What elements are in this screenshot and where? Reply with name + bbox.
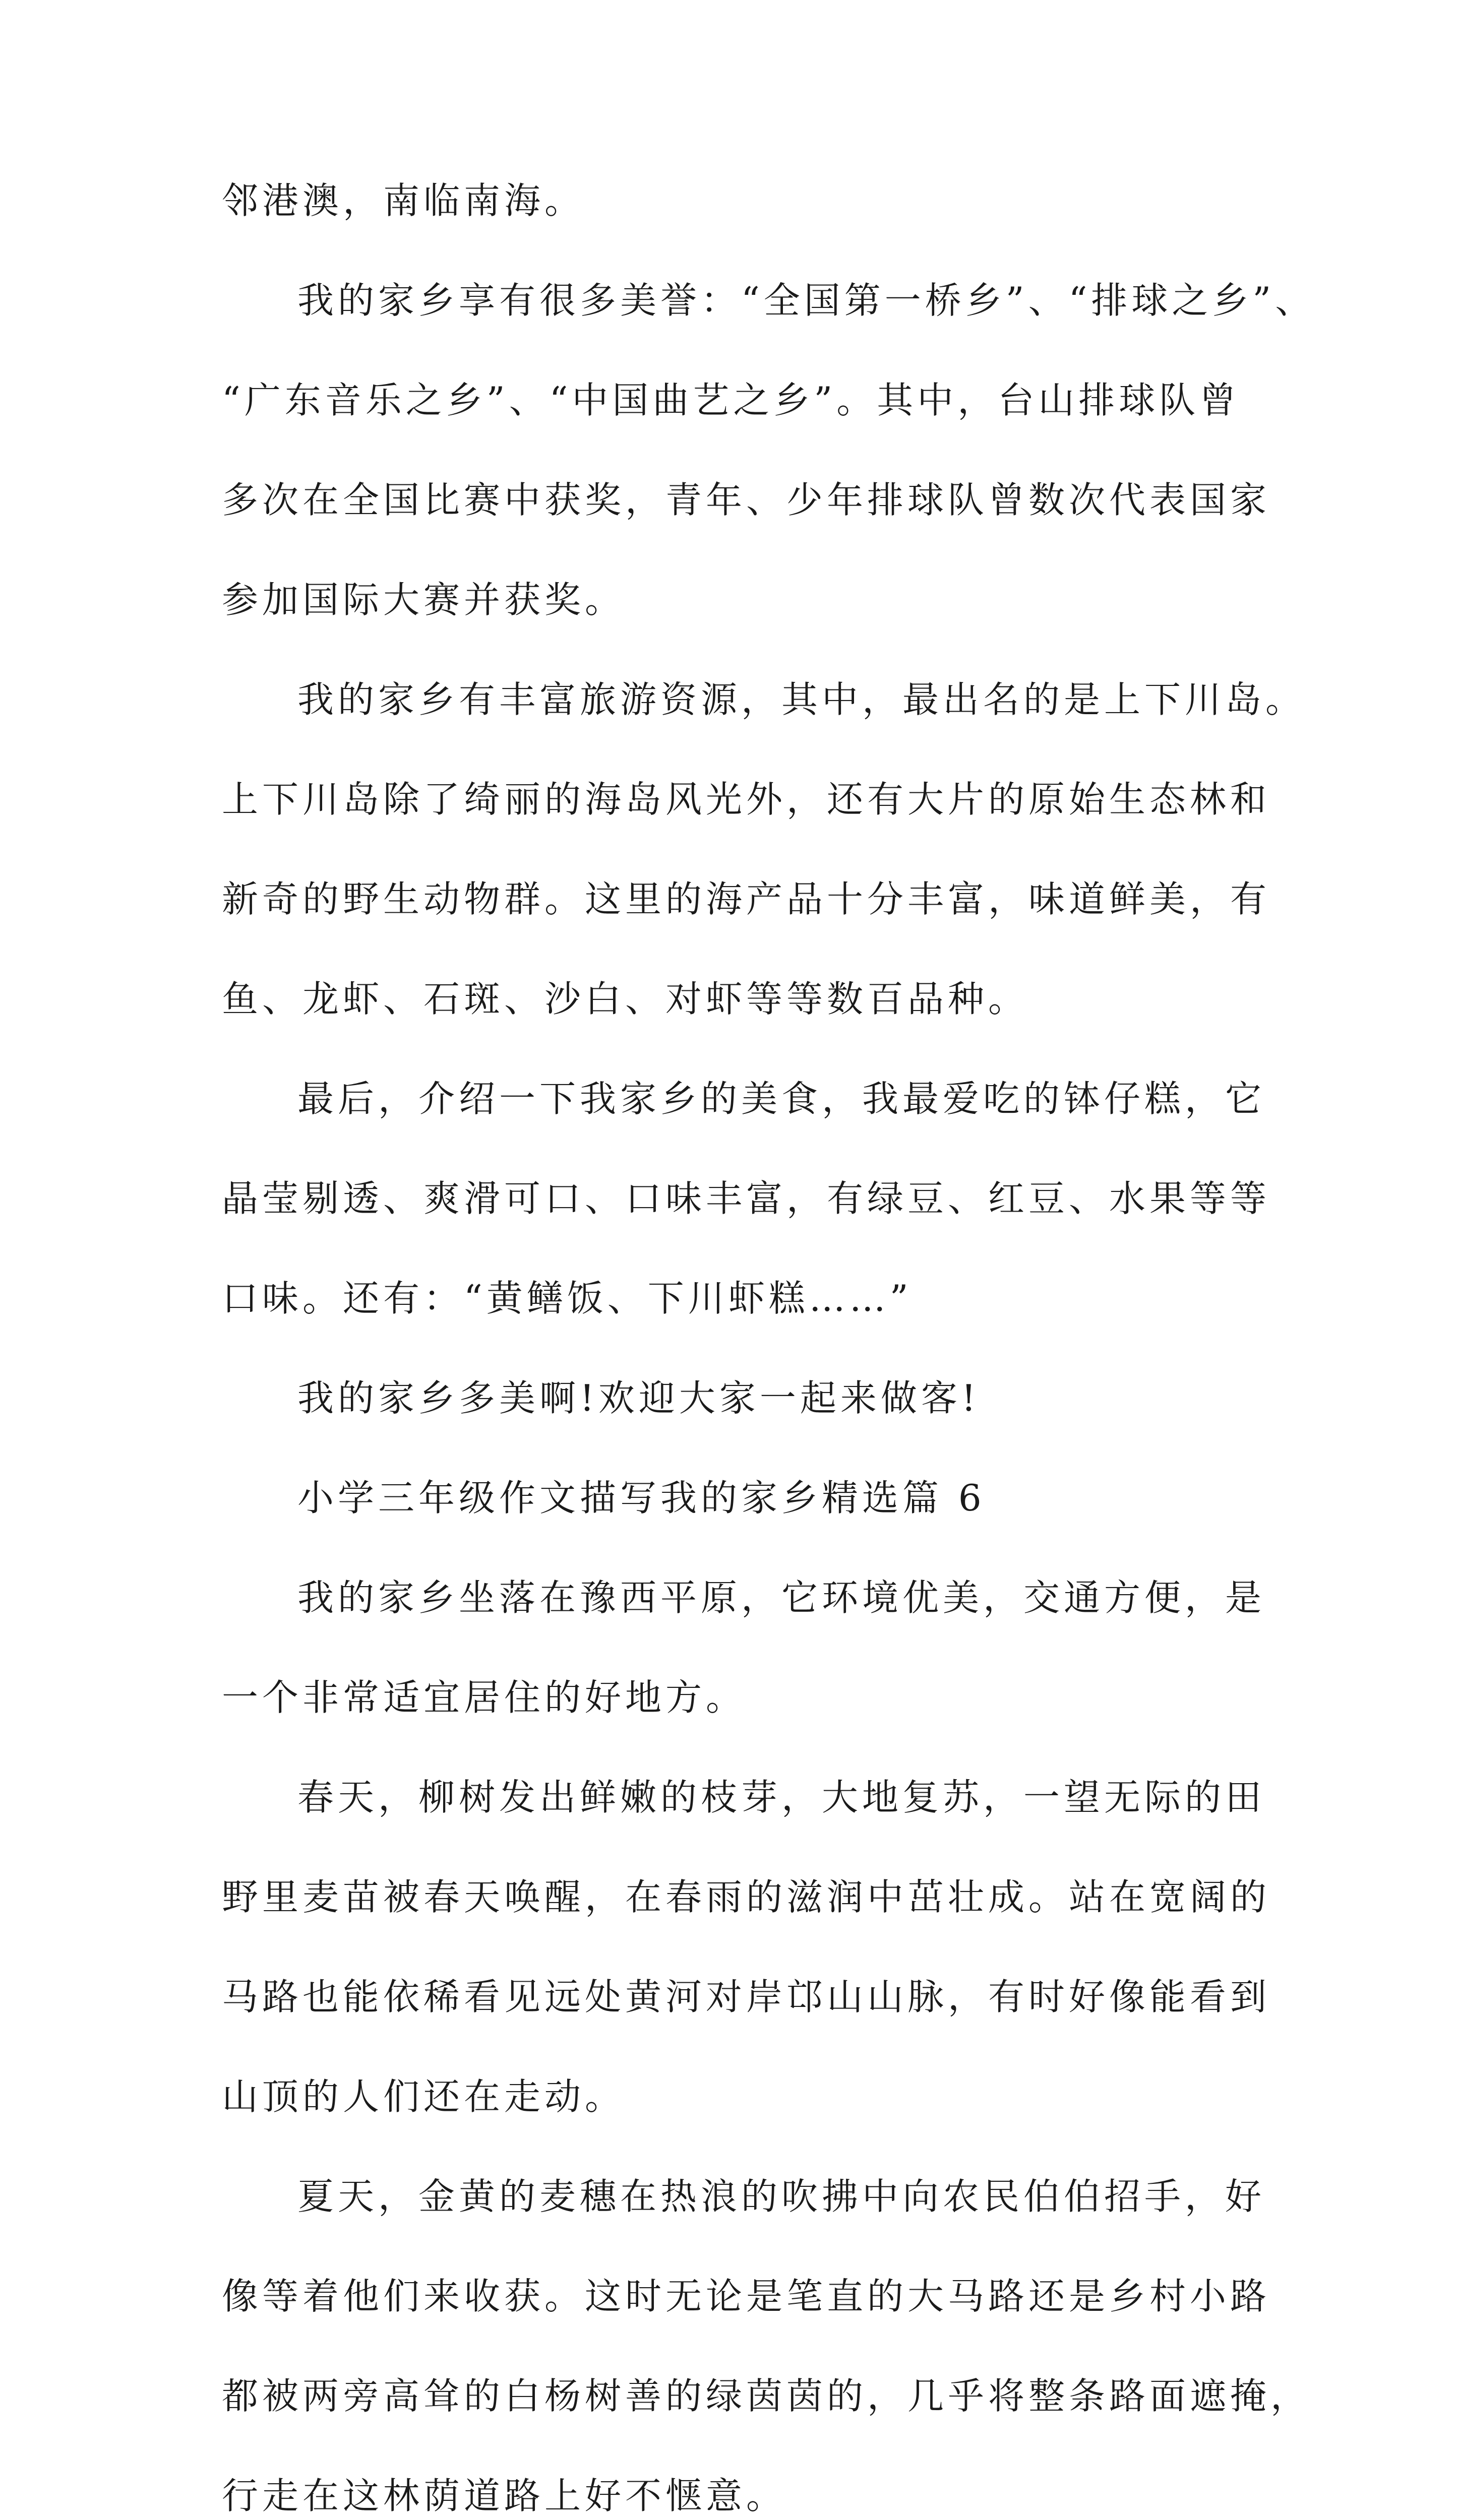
document-body	[222, 179, 1316, 2520]
text-line: 都被两旁高耸的白杨树善的绿茵茵的，几乎将整条路面遮掩，	[222, 2375, 1311, 2417]
text-line: 一个非常适宜居住的好地方。	[222, 1676, 747, 1719]
text-line: 我的家乡坐落在豫西平原，它环境优美，交通方便，是	[297, 1577, 1266, 1619]
text-line: 新奇的野生动物群。这里的海产品十分丰富，味道鲜美，有	[222, 878, 1271, 920]
text-line: 上下川岛除了绮丽的海岛风光外，还有大片的原始生态林和	[222, 778, 1271, 821]
text-line: 最后，介绍一下我家乡的美食，我最爱吃的钵仔糕，它	[297, 1078, 1266, 1120]
text-line: 我的家乡多美啊!欢迎大家一起来做客!	[297, 1377, 980, 1419]
text-line: 鱼、龙虾、石斑、沙白、对虾等等数百品种。	[222, 978, 1029, 1020]
text-line: 我的家乡有丰富旅游资源，其中，最出名的是上下川岛。	[297, 678, 1306, 721]
text-line: 行走在这林荫道路上好不惬意。	[222, 2475, 787, 2517]
text-line: 像等着他们来收获。这时无论是笔直的大马路还是乡村小路	[222, 2275, 1271, 2317]
text-line: 邻港澳，南临南海。	[222, 179, 585, 222]
text-line: 夏天，金黄的麦穗在热浪的吹拂中向农民伯伯招手，好	[297, 2175, 1266, 2218]
text-line: 山顶的人们还在走动。	[222, 2075, 626, 2118]
text-line: “广东音乐之乡”、“中国曲艺之乡”。其中，台山排球队曾	[222, 379, 1240, 421]
text-line: 野里麦苗被春天唤醒，在春雨的滋润中茁壮成。站在宽阔的	[222, 1876, 1271, 1918]
text-line: 晶莹剔透、爽滑可口、口味丰富，有绿豆、红豆、水果等等	[222, 1177, 1271, 1220]
text-line: 春天，柳树发出鲜嫩的枝芽，大地复苏，一望无际的田	[297, 1776, 1266, 1818]
text-line: 口味。还有：“黄鳝饭、下川虾糕……”	[222, 1277, 913, 1319]
text-line: 参加国际大赛并获奖。	[222, 579, 626, 621]
text-line: 多次在全国比赛中获奖，青年、少年排球队曾数次代表国家	[222, 479, 1271, 521]
text-line: 马路也能依稀看见远处黄河对岸邙山山脉，有时好像能看到	[222, 1976, 1271, 2018]
section-heading: 小学三年级作文描写我的家乡精选篇 6	[297, 1477, 986, 1519]
text-line: 我的家乡享有很多美誉：“全国第一桥乡”、“排球之乡”、	[297, 279, 1316, 322]
